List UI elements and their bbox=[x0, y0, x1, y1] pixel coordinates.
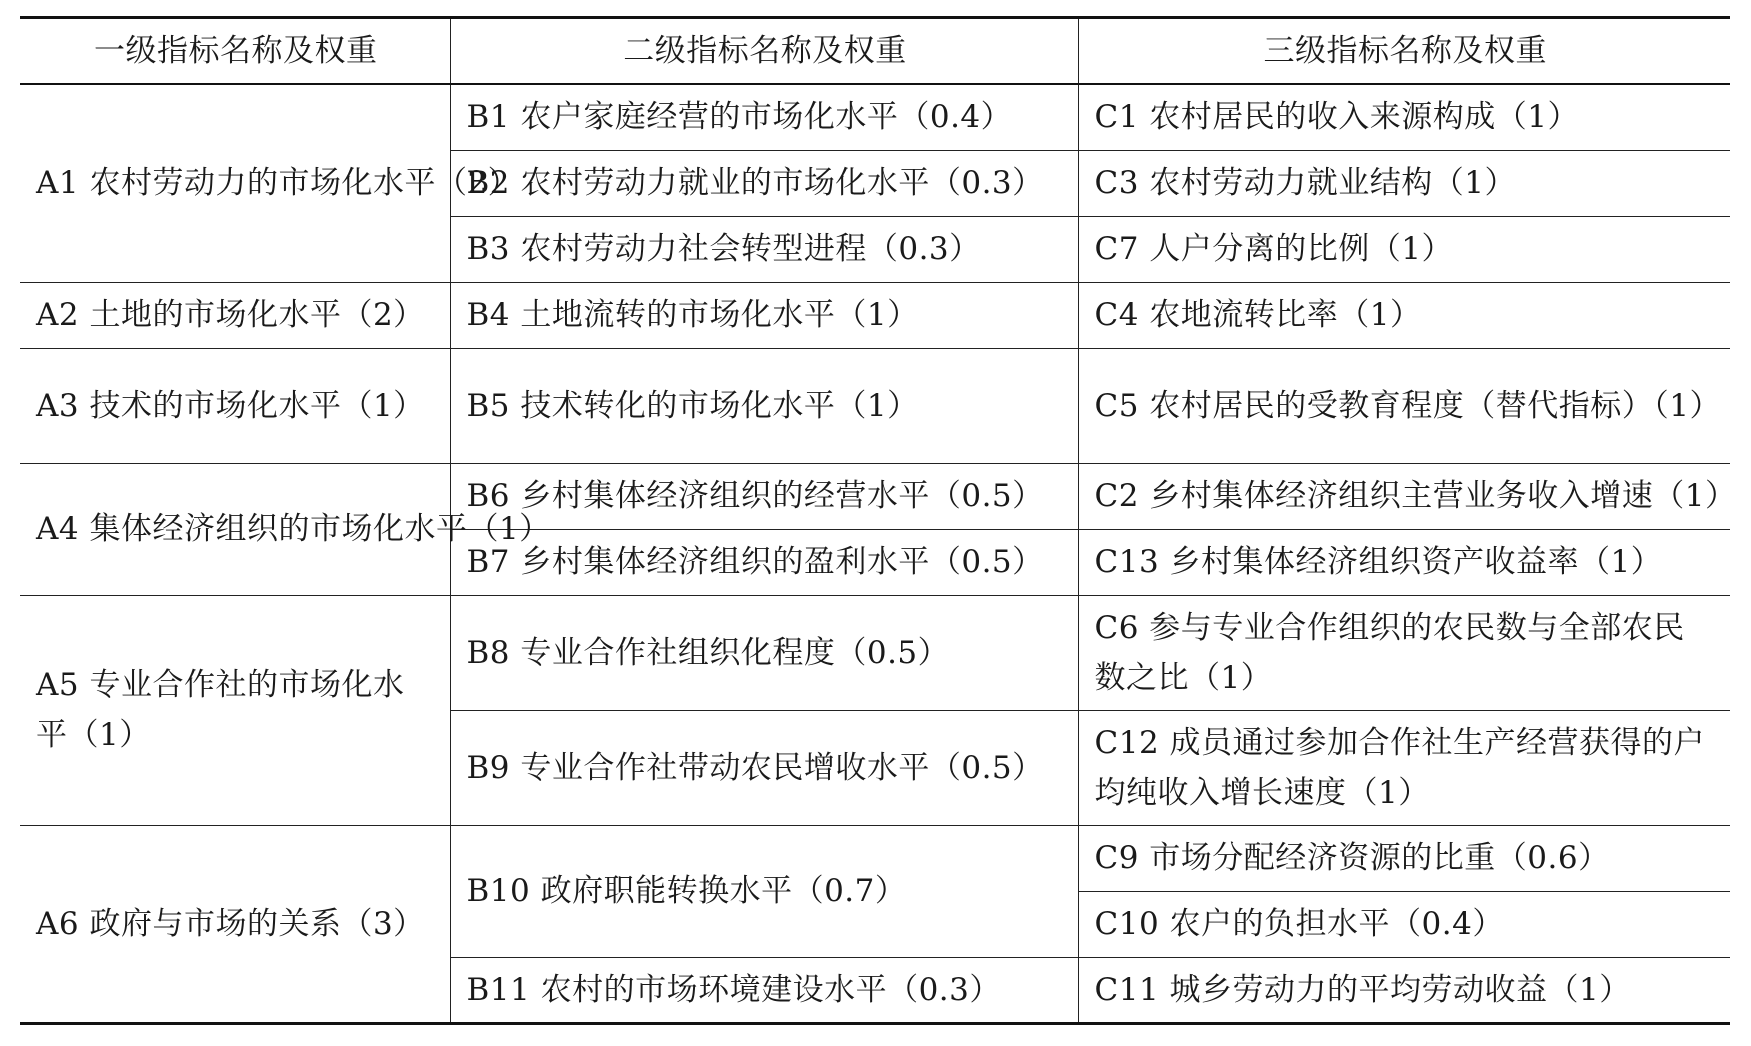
level3-cell: C4 农地流转比率（1） bbox=[1078, 282, 1730, 348]
level3-cell: C5 农村居民的受教育程度（替代指标）（1） bbox=[1078, 348, 1730, 463]
table-row bbox=[20, 825, 1730, 891]
level1-cell: A1 农村劳动力的市场化水平（2） bbox=[20, 84, 450, 282]
level1-cell: A3 技术的市场化水平（1） bbox=[20, 348, 450, 463]
level2-cell: B7 乡村集体经济组织的盈利水平（0.5） bbox=[450, 529, 1078, 595]
level3-cell: C3 农村劳动力就业结构（1） bbox=[1078, 150, 1730, 216]
level2-cell: B1 农户家庭经营的市场化水平（0.4） bbox=[450, 84, 1078, 150]
table-row bbox=[20, 595, 1730, 710]
header-level1: 一级指标名称及权重 bbox=[20, 18, 450, 85]
level2-cell: B5 技术转化的市场化水平（1） bbox=[450, 348, 1078, 463]
table-row bbox=[20, 282, 1730, 348]
level1-cell: A6 政府与市场的关系（3） bbox=[20, 825, 450, 1023]
level1-cell: A2 土地的市场化水平（2） bbox=[20, 282, 450, 348]
level2-cell: B4 土地流转的市场化水平（1） bbox=[450, 282, 1078, 348]
header-row bbox=[20, 18, 1730, 85]
header-level3: 三级指标名称及权重 bbox=[1078, 18, 1730, 85]
level2-cell: B8 专业合作社组织化程度（0.5） bbox=[450, 595, 1078, 710]
level3-cell: C13 乡村集体经济组织资产收益率（1） bbox=[1078, 529, 1730, 595]
level3-cell: C11 城乡劳动力的平均劳动收益（1） bbox=[1078, 957, 1730, 1023]
table-row bbox=[20, 84, 1730, 150]
header-level2: 二级指标名称及权重 bbox=[450, 18, 1078, 85]
level3-cell: C6 参与专业合作组织的农民数与全部农民数之比（1） bbox=[1078, 595, 1730, 710]
level3-cell: C12 成员通过参加合作社生产经营获得的户均纯收入增长速度（1） bbox=[1078, 710, 1730, 825]
level3-cell: C2 乡村集体经济组织主营业务收入增速（1） bbox=[1078, 463, 1730, 529]
level2-cell: B9 专业合作社带动农民增收水平（0.5） bbox=[450, 710, 1078, 825]
level2-cell: B3 农村劳动力社会转型进程（0.3） bbox=[450, 216, 1078, 282]
level3-cell: C1 农村居民的收入来源构成（1） bbox=[1078, 84, 1730, 150]
level1-cell: A4 集体经济组织的市场化水平（1） bbox=[20, 463, 450, 595]
indicator-table bbox=[20, 16, 1737, 1025]
table-row bbox=[20, 463, 1730, 529]
level1-cell: A5 专业合作社的市场化水平（1） bbox=[20, 595, 450, 825]
level3-cell: C10 农户的负担水平（0.4） bbox=[1078, 891, 1730, 957]
level2-cell: B10 政府职能转换水平（0.7） bbox=[450, 825, 1078, 957]
level3-cell: C9 市场分配经济资源的比重（0.6） bbox=[1078, 825, 1730, 891]
level2-cell: B6 乡村集体经济组织的经营水平（0.5） bbox=[450, 463, 1078, 529]
level2-cell: B2 农村劳动力就业的市场化水平（0.3） bbox=[450, 150, 1078, 216]
level3-cell: C7 人户分离的比例（1） bbox=[1078, 216, 1730, 282]
level2-cell: B11 农村的市场环境建设水平（0.3） bbox=[450, 957, 1078, 1023]
table-row bbox=[20, 348, 1730, 463]
